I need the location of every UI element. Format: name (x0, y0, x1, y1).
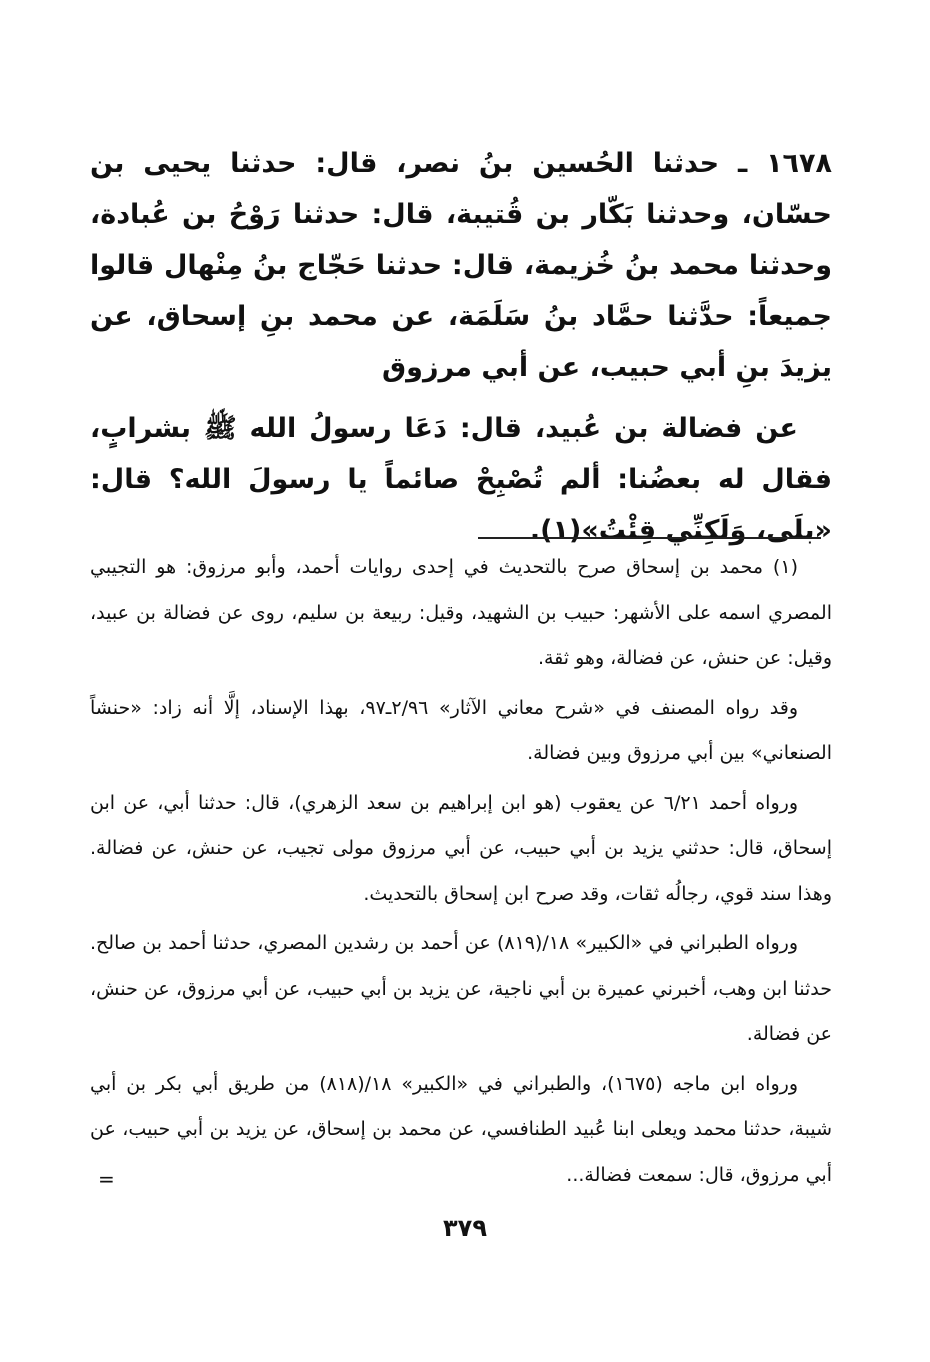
footnote-paragraph (90, 781, 832, 918)
footnote-text: (١) محمد بن إسحاق صرح بالتحديث في إحدى روايات أحمد، وأبو مرزوق: هو التجيبي المصري اسمه على الأشهر: حبيب بن الشهيد، وقيل: ربيعة بن سليم، روى عن فضالة بن عبيد، وقيل: عن حنش، عن فضالة، وهو ثقة. (90, 556, 832, 669)
continuation-mark: = (98, 1167, 115, 1191)
footnote-paragraph (90, 545, 832, 682)
footnote-text: ورواه أحمد ٦/٢١ عن يعقوب (هو ابن إبراهيم بن سعد الزهري)، قال: حدثنا أبي، عن ابن إسحاق، قال: حدثني يزيد بن أبي حبيب، عن أبي مرزوق مولى تجيب، عن حنش، عن فضالة. وهذا سند قوي، رجالُه ثقات، وقد صرح ابن إسحاق بالتحديث. (90, 791, 832, 905)
hadith-matn (90, 403, 832, 556)
hadith-matn-text: عن فضالة بن عُبيد، قال: دَعَا رسولُ الله ﷺ بشرابٍ، فقال له بعضُنا: ألم تُصْبِحْ صائماً يا رسولَ الله؟ قال: «بلَى، وَلَكِنِّي قِئْتُ»(١). (90, 413, 832, 546)
footnote-paragraph (90, 686, 832, 777)
page-number: ٣٧٩ (443, 1214, 487, 1242)
hadith-isnad-text: ١٦٧٨ ـ حدثنا الحُسين بنُ نصر، قال: حدثنا يحيى بن حسّان، وحدثنا بَكّار بن قُتيبة، قال: حدثنا رَوْحُ بن عُبادة، وحدثنا محمد بنُ خُزيمة، قال: حدثنا حَجّاج بنُ مِنْهال قالوا جميعاً: حدَّثنا حمَّاد بنُ سَلَمَة، عن محمد بنِ إسحاق، عن يزيدَ بنِ أبي حبيب، عن أبي مرزوق (90, 148, 832, 383)
footnote-text: ورواه ابن ماجه (١٦٧٥)، والطبراني في «الكبير» ١٨/(٨١٨) من طريق أبي بكر بن أبي شيبة، حدثنا محمد ويعلى ابنا عُبيد الطنافسي، عن محمد بن إسحاق، عن يزيد بن أبي حبيب، عن أبي مرزوق، قال: سمعت فضالة... (90, 1072, 832, 1186)
footnote-paragraph (90, 1062, 832, 1199)
footnote-paragraph (90, 921, 832, 1058)
hadith-isnad (90, 138, 832, 393)
footnotes-section (90, 545, 832, 1202)
footnote-text: ورواه الطبراني في «الكبير» ١٨/(٨١٩) عن أحمد بن رشدين المصري، حدثنا أحمد بن صالح. حدثنا ابن وهب، أخبرني عميرة بن أبي ناجية، عن يزيد بن أبي حبيب، عن أبي مرزوق، عن حنش، عن فضالة. (90, 932, 832, 1045)
footnote-divider (478, 537, 821, 539)
footnote-text: وقد رواه المصنف في «شرح معاني الآثار» ٢/٩٦ـ٩٧، بهذا الإسناد، إلَّا أنه زاد: «حنشاً الصنعاني» بين أبي مرزوق وبين فضالة. (90, 696, 832, 764)
